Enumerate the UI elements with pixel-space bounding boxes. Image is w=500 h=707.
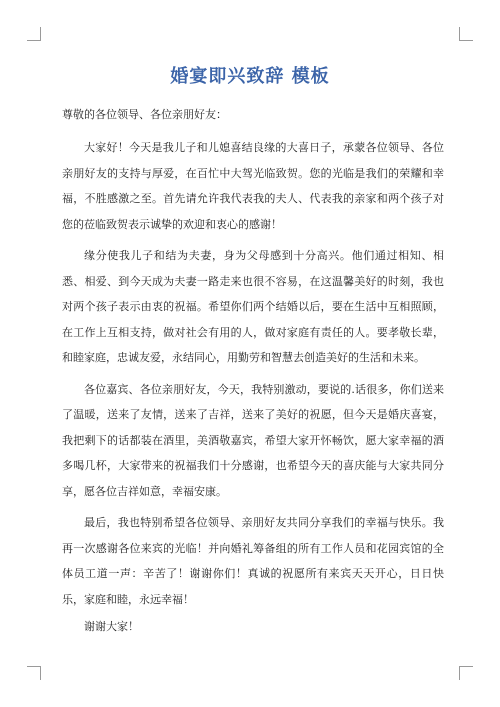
crop-mark-bottom-left (40, 666, 41, 680)
crop-mark-bottom-right (459, 666, 460, 680)
crop-mark-bottom-left (27, 666, 41, 667)
crop-mark-bottom-right (459, 666, 473, 667)
document-title: 婚宴即兴致辞 模板 (170, 66, 330, 87)
document-body (62, 106, 444, 636)
crop-mark-top-left (27, 40, 41, 41)
crop-mark-top-left (40, 27, 41, 41)
paragraph-toast: 各位嘉宾、各位亲朋好友，今天，我特别激动，要说的.话很多，你们送来了温暖，送来了友情，送来了吉祥，送来了美好的祝愿，但今天是婚庆喜宴，我把剩下的话都装在酒里，美酒敬嘉宾，希望大家开怀畅饮，愿大家幸福的酒多喝几杯，大家带来的祝福我们十分感谢，也希望今天的喜庆能与大家共同分享，愿各位吉祥如意，幸福安康。 (62, 382, 444, 498)
paragraph-thanks: 最后，我也特别希望各位领导、亲朋好友共同分享我们的幸福与快乐。我再一次感谢各位来宾的光临！并向婚礼筹备组的所有工作人员和花园宾馆的全体员工道一声：辛苦了！谢谢你们！真诚的祝愿所有来宾天天开心，日日快乐，家庭和睦，永远幸福！ (62, 516, 444, 606)
paragraph-greeting: 大家好！今天是我儿子和儿媳喜结良缘的大喜日子，承蒙各位领导、各位亲朋好友的支持与厚爱，在百忙中大驾光临致贺。您的光临是我们的荣耀和幸福，不胜感激之至。首先请允许我代表我的夫人、代表我的亲家和两个孩子对您的莅临致贺表示诚挚的欢迎和衷心的感谢！ (62, 141, 444, 231)
closing-line: 谢谢大家！ (84, 620, 139, 633)
crop-mark-top-right (459, 40, 473, 41)
salutation: 尊敬的各位领导、各位亲朋好友： (62, 108, 227, 121)
paragraph-blessing: 缘分使我儿子和结为夫妻，身为父母感到十分高兴。他们通过相知、相悉、相爱、到今天成为夫妻一路走来也很不容易，在这温馨美好的时刻，我也对两个孩子表示由衷的祝福。希望你们两个结婚以后，要在生活中互相照顾，在工作上互相支持，做对社会有用的人，做对家庭有责任的人。要孝敬长辈，和睦家庭，忠诚友爱，永结同心，用勤劳和智慧去创造美好的生活和未来。 (62, 249, 444, 364)
crop-mark-top-right (459, 27, 460, 41)
